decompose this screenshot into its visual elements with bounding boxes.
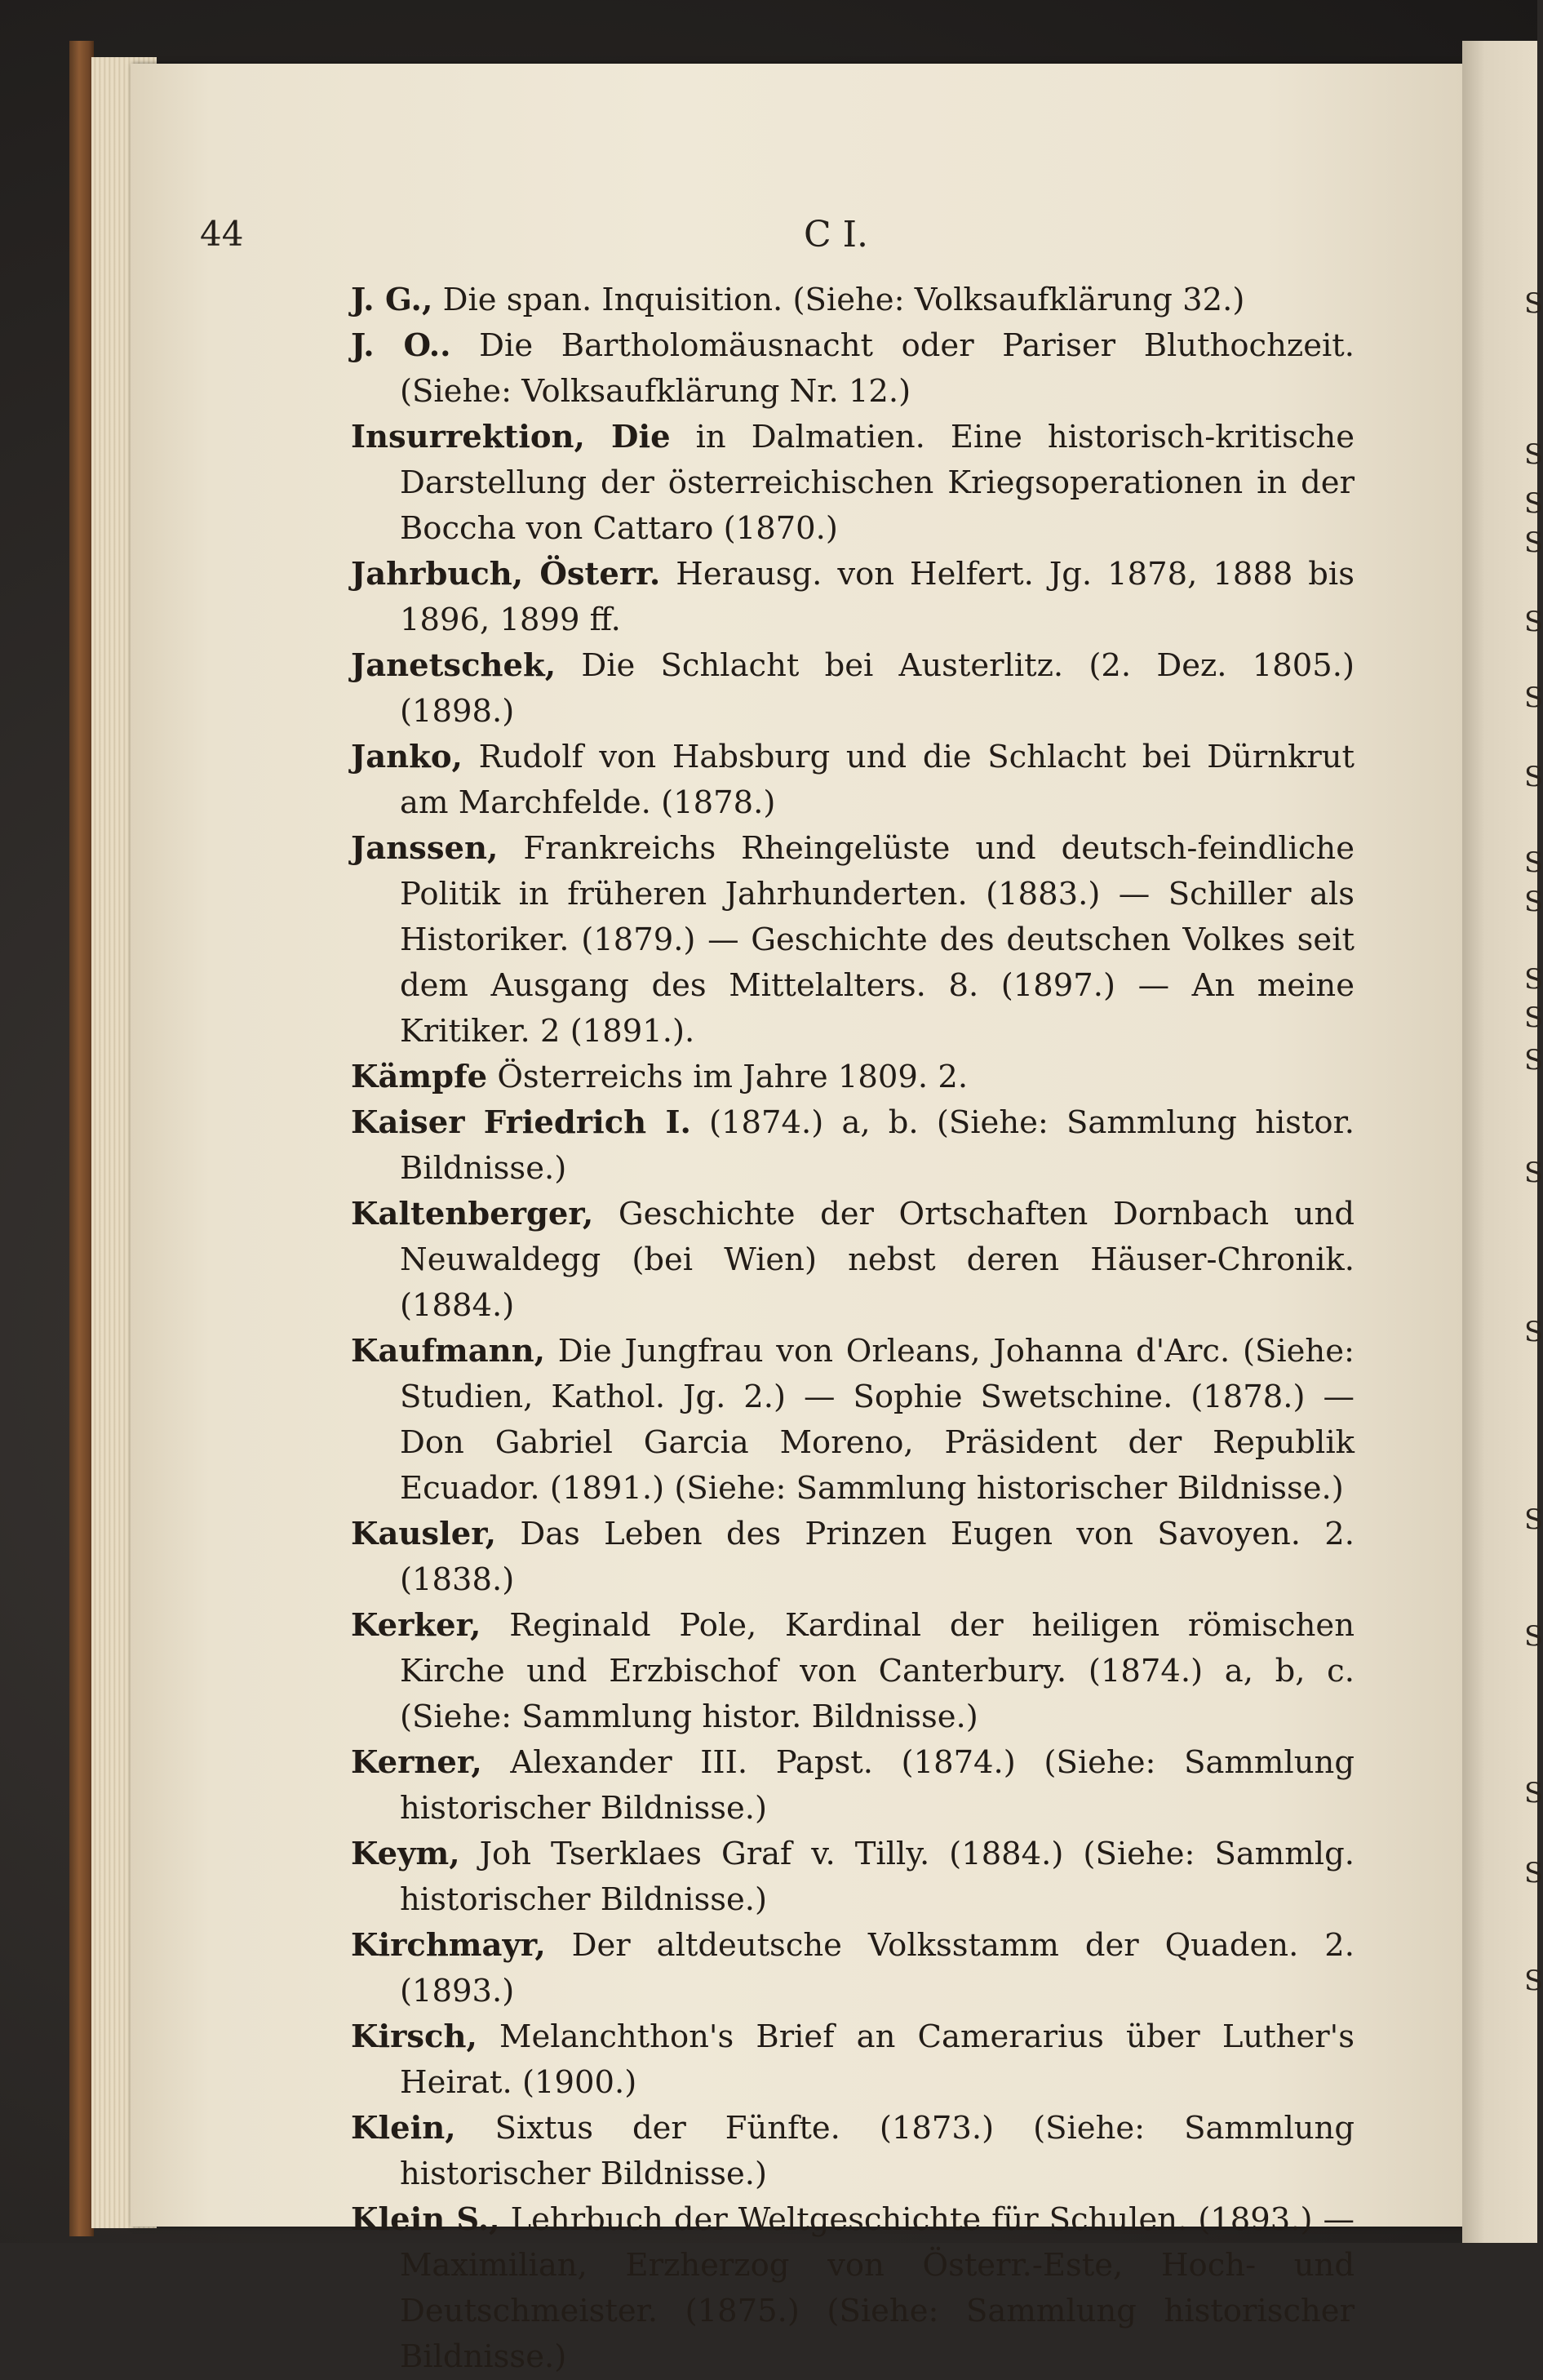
entry-author: Kämpfe [351, 1059, 488, 1095]
entry-text: Geschichte der Ortschaften Dornbach und Neuwaldegg (bei Wien) nebst deren Häuser-Chronik. (1884.) [400, 1196, 1355, 1324]
bibliography-entry [351, 826, 1355, 1055]
margin-mark: S [1524, 1503, 1543, 1536]
entry-text: Österreichs im Jahre 1809. 2. [487, 1059, 969, 1095]
entry-author: Kirchmayr, [351, 1927, 546, 1964]
margin-mark: S [1524, 1857, 1543, 1889]
bibliography-entry [351, 323, 1355, 415]
next-page-margin-marks [1521, 0, 1543, 2243]
bibliography-entry [351, 1923, 1355, 2014]
entry-author: Keym, [351, 1836, 460, 1872]
entry-text: Alexander III. Papst. (1874.) (Siehe: Sammlung historischer Bildnisse.) [400, 1744, 1355, 1827]
entry-text: Frankreichs Rheingelüste und deutsch-feindliche Politik in früheren Jahrhunderten. (1883.) — Schiller als Historiker. (1879.) — Geschichte des deutschen Volkes seit dem Ausgang des Mittelalters. 8. (1897.) — An meine Kritiker. 2 (1891.). [400, 830, 1355, 1050]
entry-text: Die Bartholomäusnacht oder Pariser Bluthochzeit. (Siehe: Volksaufklärung Nr. 12.) [400, 327, 1355, 410]
bibliography-entry [351, 1603, 1355, 1740]
margin-mark: S [1524, 1620, 1543, 1653]
bibliography-entry [351, 1055, 1355, 1100]
bibliography-entry [351, 643, 1355, 735]
bibliography-entry [351, 2197, 1355, 2380]
bibliography-entry [351, 552, 1355, 643]
margin-mark: S [1524, 287, 1543, 320]
margin-mark: S [1524, 761, 1543, 793]
book-spine [69, 41, 94, 2236]
bibliography-entry [351, 278, 1355, 323]
entry-text: Reginald Pole, Kardinal der heiligen römischen Kirche und Erzbischof von Canterbury. (1874.) a, b, c. (Siehe: Sammlung histor. Bildnisse.) [400, 1607, 1355, 1735]
margin-mark: S [1524, 1157, 1543, 1189]
entry-author: Klein, [351, 2110, 456, 2147]
entry-text: Joh Tserklaes Graf v. Tilly. (1884.) (Siehe: Sammlg. historischer Bildnisse.) [400, 1836, 1355, 1918]
entry-author: Kirsch, [351, 2018, 477, 2055]
entry-author: Kerner, [351, 1744, 482, 1781]
bibliography-entry [351, 1740, 1355, 1832]
margin-mark: S [1524, 963, 1543, 996]
entry-text: Der altdeutsche Volksstamm der Quaden. 2. (1893.) [400, 1927, 1355, 2009]
entry-author: Kaufmann, [351, 1333, 546, 1370]
entry-text: in Dalmatien. Eine historisch-kritische Darstellung der österreichischen Kriegsoperationen in der Boccha von Cattaro (1870.) [400, 419, 1355, 547]
section-mark: C I. [804, 214, 869, 255]
entry-author: Klein S., [351, 2201, 500, 2238]
margin-mark: S [1524, 682, 1543, 714]
entry-author: Jahrbuch, Österr. [351, 556, 661, 593]
bibliography-entry [351, 2106, 1355, 2197]
entry-author: Kausler, [351, 1516, 497, 1552]
margin-mark: S [1524, 1965, 1543, 1997]
entry-text: Rudolf von Habsburg und die Schlacht bei Dürnkrut am Marchfelde. (1878.) [400, 739, 1355, 821]
entry-author: Kerker, [351, 1607, 481, 1644]
bibliography-entry [351, 415, 1355, 552]
margin-mark: S [1524, 1777, 1543, 1809]
bibliography-entry [351, 1832, 1355, 1923]
margin-mark: S [1524, 438, 1543, 471]
entry-text: Die Jungfrau von Orleans, Johanna d'Arc. (Siehe: Studien, Kathol. Jg. 2.) — Sophie Swetschine. (1878.) — Don Gabriel Garcia Moreno, Präsident der Republik Ecuador. (1891.) (Siehe: Sammlung historischer Bildnisse.) [400, 1333, 1355, 1507]
entry-text: Die Schlacht bei Austerlitz. (2. Dez. 1805.) (1898.) [400, 647, 1355, 730]
bibliography-entry [351, 735, 1355, 826]
entry-text: Die span. Inquisition. (Siehe: Volksaufklärung 32.) [432, 282, 1245, 318]
margin-mark: S [1524, 526, 1543, 559]
entry-author: Janssen, [351, 830, 499, 867]
margin-mark: S [1524, 1001, 1543, 1034]
bibliography-list [351, 278, 1355, 2380]
entry-author: J. O.. [351, 327, 451, 364]
entry-text: Herausg. von Helfert. Jg. 1878, 1888 bis 1896, 1899 ff. [400, 556, 1355, 638]
bibliography-entry [351, 1329, 1355, 1512]
entry-author: Janko, [351, 739, 463, 775]
bibliography-entry [351, 1192, 1355, 1329]
entry-author: Insurrektion, Die [351, 419, 671, 455]
entry-text: Melanchthon's Brief an Camerarius über Luther's Heirat. (1900.) [400, 2018, 1355, 2101]
entry-author: J. G., [351, 282, 433, 318]
entry-author: Janetschek, [351, 647, 556, 684]
margin-mark: S [1524, 487, 1543, 520]
bibliography-entry [351, 1100, 1355, 1192]
entry-author: Kaiser Friedrich I. [351, 1104, 691, 1141]
margin-mark: S [1524, 1044, 1543, 1077]
margin-mark: S [1524, 1316, 1543, 1348]
margin-mark: S [1524, 886, 1543, 918]
entry-text: Sixtus der Fünfte. (1873.) (Siehe: Sammlung historischer Bildnisse.) [400, 2110, 1355, 2192]
entry-text: (1874.) a, b. (Siehe: Sammlung histor. Bildnisse.) [400, 1104, 1355, 1187]
page-number: 44 [200, 214, 244, 254]
bibliography-entry [351, 2014, 1355, 2106]
margin-mark: S [1524, 846, 1543, 879]
entry-text: Lehrbuch der Weltgeschichte für Schulen. (1893.) — Maximilian, Erzherzog von Österr.-Este, Hoch- und Deutschmeister. (1875.) (Siehe: Sammlung historischer Bildnisse.) [400, 2201, 1355, 2375]
bibliography-entry [351, 1512, 1355, 1603]
entry-text: Das Leben des Prinzen Eugen von Savoyen. 2. (1838.) [400, 1516, 1355, 1598]
entry-author: Kaltenberger, [351, 1196, 594, 1232]
margin-mark: S [1524, 606, 1543, 638]
